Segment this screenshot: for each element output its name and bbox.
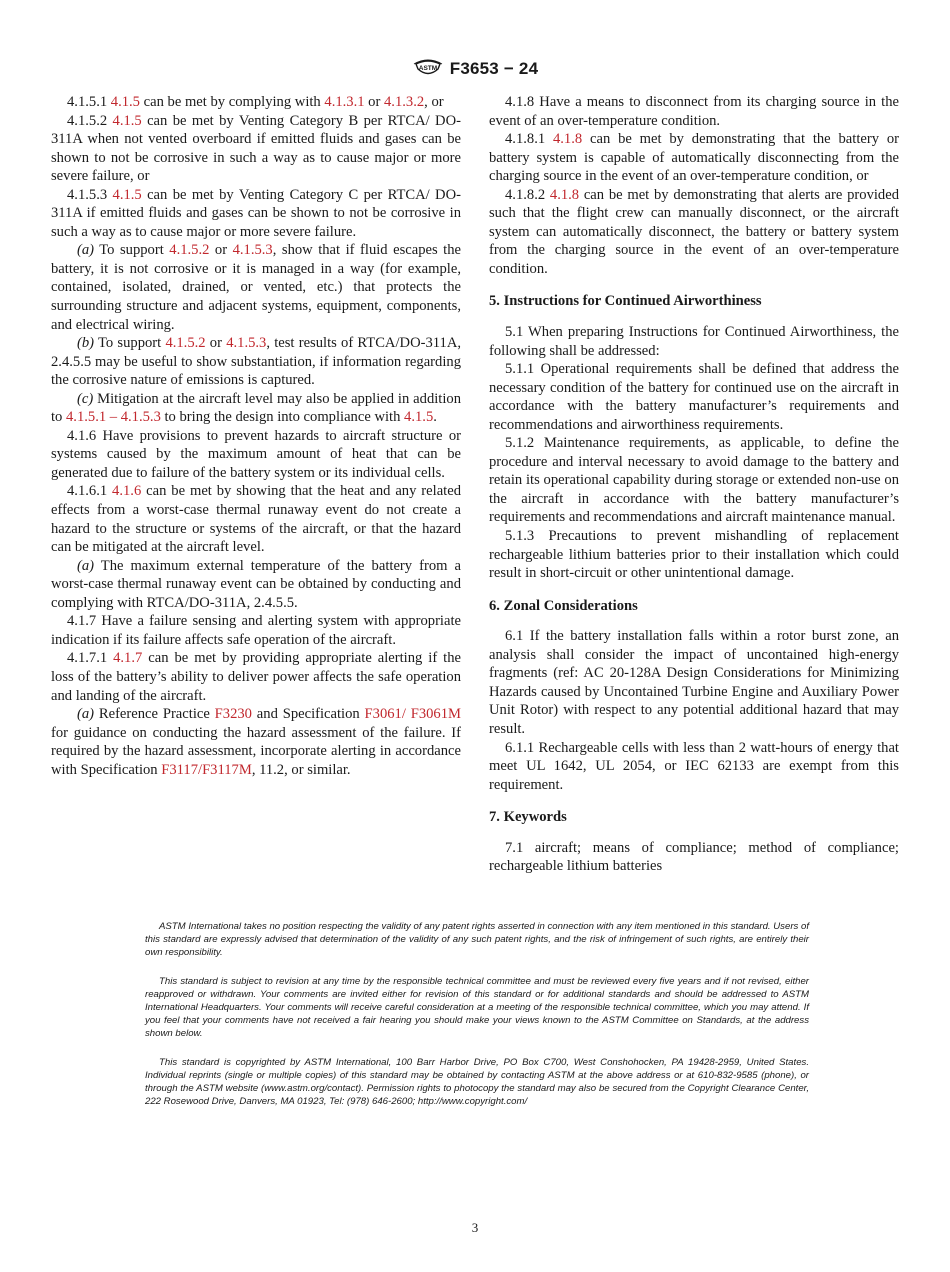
para-4-1-8: 4.1.8 Have a means to disconnect from its charging source in the event of an over-temperature condition. (489, 94, 899, 129)
para-4-1-7-1: 4.1.7.1 4.1.7 can be met by providing appropriate alerting if the loss of the battery’s ability to deliver power affects the safe operation and landing of the aircraft. (51, 650, 462, 704)
ref-link[interactable]: 4.1.5.2 (169, 242, 210, 259)
page-number: 3 (471, 1220, 479, 1235)
left-column (51, 93, 461, 779)
ref-link[interactable]: 4.1.5.1 – 4.1.5.3 (66, 409, 161, 426)
para-4-1-5-3-b: (b) To support 4.1.5.2 or 4.1.5.3, test results of RTCA/DO-311A, 2.4.5.5 may be useful to show substantiation, if information regarding the corrosive nature of emissions is captured. (51, 335, 462, 389)
section-heading-5: 5. Instructions for Continued Airworthiness (489, 293, 762, 310)
ref-link[interactable]: 4.1.5.2 (165, 335, 206, 352)
ref-link[interactable]: 4.1.5 (404, 409, 434, 426)
para-7-1: 7.1 aircraft; means of compliance; method of compliance; rechargeable lithium batteries (489, 839, 899, 875)
ref-link[interactable]: 4.1.5 (110, 94, 140, 110)
section-heading-7: 7. Keywords (489, 809, 567, 826)
astm-logo-icon (412, 57, 444, 81)
page-header (0, 56, 950, 82)
para-6-1-1: 6.1.1 Rechargeable cells with less than 2 watt-hours of energy that meet UL 1642, UL 2054, or IEC 62133 are exempt from this requirement. (489, 739, 899, 793)
ref-link[interactable]: 4.1.7 (113, 650, 143, 667)
para-4-1-7-1-a: (a) Reference Practice F3230 and Specification F3061/ F3061M for guidance on conducting the hazard assessment of the failure. If required by the hazard assessment, incorporate alerting in accordance with Specification F3117/F3117M, 11.2, or similar. (51, 706, 461, 778)
para-4-1-5-1: 4.1.5.1 4.1.5 can be met by complying with 4.1.3.1 or 4.1.3.2, or (67, 94, 444, 110)
para-4-1-6-1-a: (a) The maximum external temperature of the battery from a worst-case thermal runaway event can be obtained by conducting and complying with RTCA/DO-311A, 2.4.5.5. (51, 557, 461, 611)
ref-link[interactable]: 4.1.6 (112, 483, 142, 500)
ref-link[interactable]: 4.1.3.2 (384, 94, 425, 110)
para-4-1-5-3-a: (a) To support 4.1.5.2 or 4.1.5.3, show that if fluid escapes the battery, it is not corrosive or it is managed in a way (for example, contained, isolated, drained, or vented, etc.) that protects the surrounding structure and adjacent systems, equipment, components, and electrical wiring. (51, 242, 461, 333)
ref-link[interactable]: F3230 (214, 706, 252, 723)
ref-link[interactable]: 4.1.3.1 (324, 94, 365, 110)
para-4-1-5-2: 4.1.5.2 4.1.5 can be met by Venting Category B per RTCA/ DO-311A when not vented overboard if emitted fluids and gases can be shown to not be corrosive in such a way as to cause major or more severe failure, or (51, 112, 461, 185)
ref-link[interactable]: 4.1.5.3 (226, 335, 267, 352)
revision-notice: This standard is subject to revision at any time by the responsible technical committee and must be reviewed every five years and if not revised, either reapproved or withdrawn. Your comments are invited either for revision of this standard or for additional standards and should be addressed to ASTM International Headquarters. Your comments will receive careful consideration at a meeting of the responsible technical committee, which you may attend. If you feel that your comments have not received a fair hearing you should make your views known to the ASTM Committee on Standards, at the address shown below. (145, 976, 809, 1039)
copyright-notice: This standard is copyrighted by ASTM International, 100 Barr Harbor Drive, PO Box C700, West Conshohocken, PA 19428-2959, United States. Individual reprints (single or multiple copies) of this standard may be obtained by contacting ASTM at the above address or at 610-832-9585 (phone), or through the ASTM website (www.astm.org/contact). Permission rights to photocopy the standard may also be secured from the Copyright Clearance Center, 222 Rosewood Drive, Danvers, MA 01923, Tel: (978) 646-2600; http://www.copyright.com/ (145, 1057, 809, 1107)
standard-designation: F3653 − 24 (449, 59, 539, 78)
ref-link[interactable]: 4.1.5 (112, 112, 142, 129)
ref-link[interactable]: 4.1.8 (552, 131, 583, 148)
legal-notices (145, 920, 809, 1124)
ref-link[interactable]: 4.1.8 (549, 186, 580, 203)
ref-link[interactable]: 4.1.5 (112, 186, 142, 203)
ref-link[interactable]: F3061/ F3061M (364, 706, 461, 723)
patent-notice: ASTM International takes no position respecting the validity of any patent rights asserted in connection with any item mentioned in this standard. Users of this standard are expressly advised that determination of the validity of any such patent rights, and the risk of infringement of such rights, are entirely their own responsibility. (145, 921, 809, 958)
para-4-1-6: 4.1.6 Have provisions to prevent hazards to aircraft structure or systems caused by the maximum amount of heat that can be generated due to failure of the battery system or its individual cells. (51, 427, 461, 481)
astm-logo-text: ASTM (418, 65, 437, 72)
para-4-1-5-3-c: (c) Mitigation at the aircraft level may also be applied in addition to 4.1.5.1 – 4.1.5.3 to bring the design into compliance with 4.1.5. (51, 390, 461, 426)
para-4-1-7: 4.1.7 Have a failure sensing and alerting system with appropriate indication if its failure affects safe operation of the aircraft. (51, 613, 461, 648)
para-4-1-6-1: 4.1.6.1 4.1.6 can be met by showing that the heat and any related effects from a worst-case thermal runaway event do not create a hazard to the structure or systems of the aircraft, or that the hazard can be mitigated at the aircraft level. (51, 483, 461, 556)
para-4-1-8-1: 4.1.8.1 4.1.8 can be met by demonstrating that the battery or battery system is capable of automatically disconnecting from the charging source in the event of an over-temperature condition, or (489, 131, 899, 185)
para-5-1: 5.1 When preparing Instructions for Continued Airworthiness, the following shall be addressed: (489, 324, 899, 359)
para-5-1-1: 5.1.1 Operational requirements shall be defined that address the necessary condition of the battery for continued use on the aircraft in accordance with the battery manufacturer’s requirements and recommendations and airworthiness requirements. (489, 361, 899, 433)
para-4-1-5-3: 4.1.5.3 4.1.5 can be met by Venting Category C per RTCA/ DO-311A if emitted fluids and gases can be shown to not be corrosive in such a way as to cause major or more severe failure. (51, 186, 461, 240)
para-4-1-8-2: 4.1.8.2 4.1.8 can be met by demonstrating that alerts are provided such that the flight crew can manually disconnect, or the aircraft system can automatically disconnect, the battery or battery system from the charging source in the event of an over-temperature condition. (489, 186, 900, 277)
ref-link[interactable]: F3117/F3117M (161, 761, 252, 778)
right-column (489, 93, 899, 876)
para-6-1: 6.1 If the battery installation falls within a rotor burst zone, an analysis shall consider the impact of uncontained high-energy fragments (ref: AC 20-128A Design Considerations for Minimizing Hazards caused by Uncontained Turbine Engine and Auxiliary Power Unit Rotor) with respect to any potential additional hazard that may result. (489, 628, 899, 737)
para-5-1-3: 5.1.3 Precautions to prevent mishandling of replacement rechargeable lithium batteries prior to their installation which could result in short-circuit or other unintentional damage. (489, 528, 899, 582)
para-5-1-2: 5.1.2 Maintenance requirements, as applicable, to define the procedure and interval necessary to avoid damage to the battery and retain its operational capability during storage or extended non-use on the aircraft in accordance with the battery manufacturer’s requirements and recommendations and aircraft maintenance manual. (489, 435, 899, 526)
ref-link[interactable]: 4.1.5.3 (232, 242, 273, 259)
section-heading-6: 6. Zonal Considerations (489, 597, 638, 614)
